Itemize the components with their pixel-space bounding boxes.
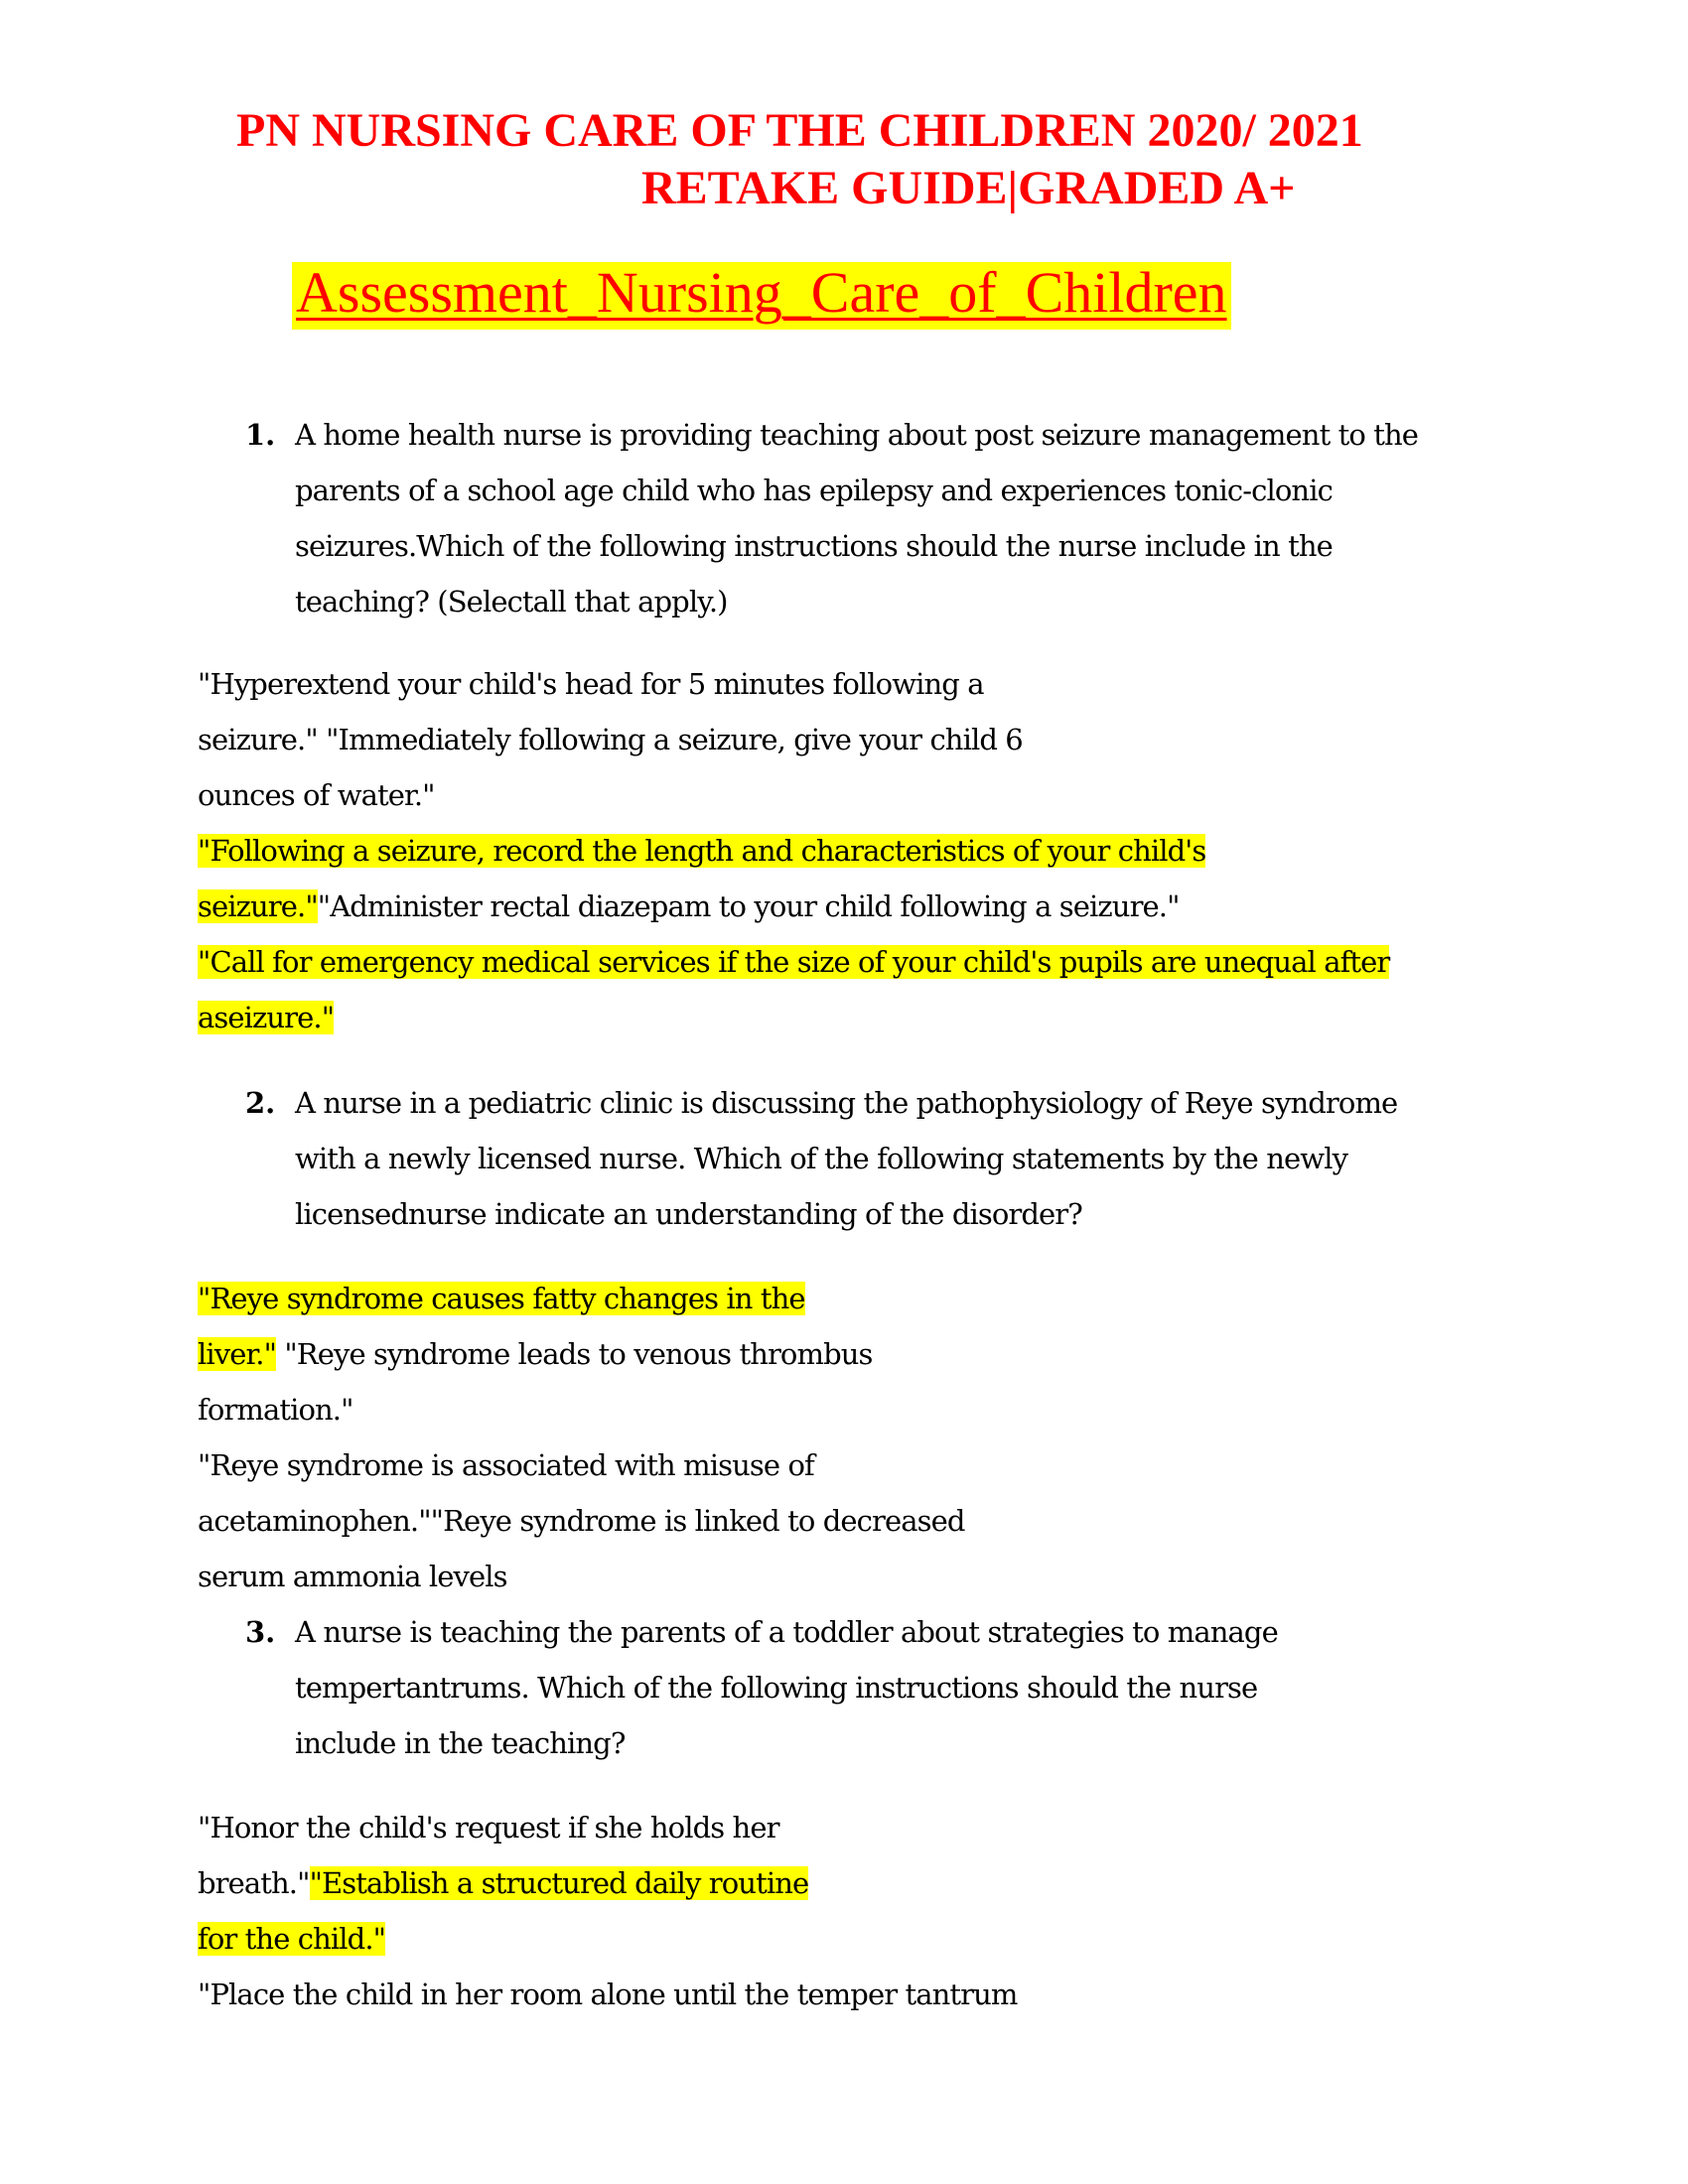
highlighted-answer: "Establish a structured daily routine [309,1866,809,1900]
option-line: ounces of water." [198,778,435,812]
option-line-correct [198,1282,805,1315]
question-number: 2. [245,1086,276,1120]
option-line: serum ammonia levels [198,1560,507,1593]
option-line: formation." [198,1393,353,1427]
option-line [198,889,1180,923]
option-line: "Hyperextend your child's head for 5 minutes following a [198,667,984,701]
highlighted-answer: seizure." [198,889,318,923]
option-line [198,1337,873,1371]
option-text: "Administer rectal diazepam to your child following a seizure." [317,889,1180,923]
option-text: "Reye syndrome leads to venous thrombus [276,1337,873,1371]
highlighted-answer: "Call for emergency medical services if the size of your child's pupils are unequal after [198,945,1390,979]
highlighted-answer: "Reye syndrome causes fatty changes in the [198,1282,805,1315]
document-title-line1: PN NURSING CARE OF THE CHILDREN 2020/ 2021 [236,104,1363,157]
question-text-line: seizures.Which of the following instructions should the nurse include in the [295,529,1333,563]
question-text-line: with a newly licensed nurse. Which of the following statements by the newly [295,1142,1348,1175]
highlighted-answer: aseizure." [198,1001,335,1034]
question-text-line: A home health nurse is providing teaching about post seizure management to the [295,418,1419,452]
question-text-line: include in the teaching? [295,1726,626,1760]
question-text-line: A nurse is teaching the parents of a toddler about strategies to manage [295,1615,1278,1649]
question-text-line: parents of a school age child who has epilepsy and experiences tonic-clonic [295,474,1333,507]
question-text-line: licensednurse indicate an understanding of the disorder? [295,1197,1082,1231]
option-line-correct [198,1001,335,1034]
option-line [198,1866,809,1900]
question-number: 1. [245,418,276,452]
option-text: breath." [198,1866,310,1900]
document-title-line2: RETAKE GUIDE|GRADED A+ [641,162,1296,214]
option-line: "Place the child in her room alone until the temper tantrum [198,1978,1018,2011]
question-text-line: A nurse in a pediatric clinic is discussing the pathophysiology of Reye syndrome [295,1086,1398,1120]
question-number: 3. [245,1615,276,1649]
highlighted-answer: liver." [198,1337,277,1371]
option-line-correct [198,834,1206,868]
highlighted-answer: "Following a seizure, record the length and characteristics of your child's [198,834,1206,868]
option-line: seizure." "Immediately following a seizure, give your child 6 [198,723,1023,756]
option-line: "Reye syndrome is associated with misuse of [198,1448,814,1482]
option-line-correct [198,945,1390,979]
question-text-line: teaching? (Selectall that apply.) [295,585,728,618]
option-line: acetaminophen.""Reye syndrome is linked to decreased [198,1504,965,1538]
question-text-line: tempertantrums. Which of the following instructions should the nurse [295,1671,1258,1705]
highlighted-answer: for the child." [198,1922,386,1956]
option-line: "Honor the child's request if she holds her [198,1811,779,1844]
option-line-correct [198,1922,386,1956]
document-subtitle: Assessment_Nursing_Care_of_Children [292,262,1231,330]
